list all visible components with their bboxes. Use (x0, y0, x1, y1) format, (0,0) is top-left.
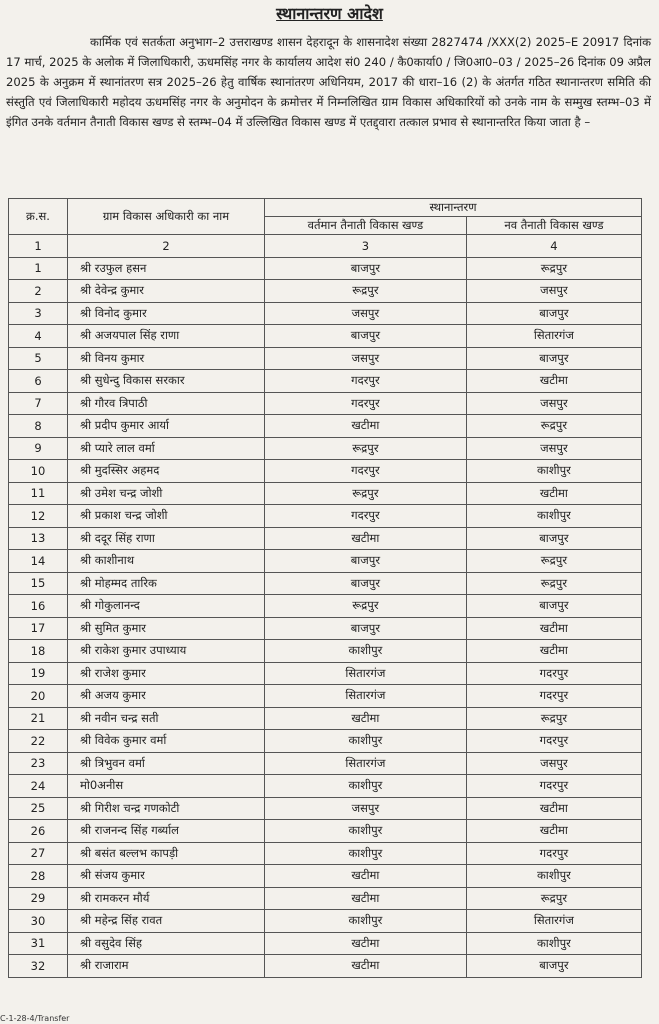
serial-number: 5 (9, 347, 68, 370)
serial-number: 6 (9, 370, 68, 393)
document-title (0, 2, 659, 24)
current-block: काशीपुर (265, 775, 467, 798)
table-row (9, 415, 642, 438)
officer-name: श्री उमेश चन्द्र जोशी (68, 482, 265, 505)
officer-name: श्री अजयपाल सिंह राणा (68, 325, 265, 348)
current-block: खटीमा (265, 415, 467, 438)
serial-number: 29 (9, 887, 68, 910)
current-block: खटीमा (265, 887, 467, 910)
new-block: बाजपुर (466, 955, 641, 978)
serial-number: 8 (9, 415, 68, 438)
current-block: जसपुर (265, 347, 467, 370)
column-number: 2 (68, 235, 265, 258)
officer-name: श्री रउफुल हसन (68, 257, 265, 280)
new-block: काशीपुर (466, 932, 641, 955)
serial-number: 30 (9, 910, 68, 933)
serial-number: 27 (9, 842, 68, 865)
current-block: रूद्रपुर (265, 595, 467, 618)
table-row (9, 640, 642, 663)
current-block: रूद्रपुर (265, 482, 467, 505)
new-block: बाजपुर (466, 595, 641, 618)
table-row (9, 820, 642, 843)
serial-number: 21 (9, 707, 68, 730)
current-block: खटीमा (265, 707, 467, 730)
officer-name: श्री महेन्द्र सिंह रावत (68, 910, 265, 933)
table-row (9, 527, 642, 550)
table-row (9, 460, 642, 483)
new-block: खटीमा (466, 482, 641, 505)
new-block: बाजपुर (466, 527, 641, 550)
officer-name: श्री रामकरन मौर्य (68, 887, 265, 910)
table-row (9, 932, 642, 955)
serial-number: 22 (9, 730, 68, 753)
table-row (9, 730, 642, 753)
serial-number: 24 (9, 775, 68, 798)
column-number-row (9, 235, 642, 258)
current-block: काशीपुर (265, 910, 467, 933)
serial-number: 18 (9, 640, 68, 663)
serial-number: 25 (9, 797, 68, 820)
new-block: रूद्रपुर (466, 550, 641, 573)
current-block: गदरपुर (265, 392, 467, 415)
officer-name: श्री काशीनाथ (68, 550, 265, 573)
new-block: रूद्रपुर (466, 707, 641, 730)
new-block: बाजपुर (466, 347, 641, 370)
current-block: गदरपुर (265, 505, 467, 528)
table-row (9, 572, 642, 595)
table-row (9, 752, 642, 775)
new-block: सितारगंज (466, 325, 641, 348)
new-block: गदरपुर (466, 775, 641, 798)
current-block: सितारगंज (265, 662, 467, 685)
table-body (9, 235, 642, 978)
table-row (9, 347, 642, 370)
new-block: बाजपुर (466, 302, 641, 325)
officer-name: श्री संजय कुमार (68, 865, 265, 888)
transfer-table (8, 198, 642, 978)
column-number: 4 (466, 235, 641, 258)
serial-number: 19 (9, 662, 68, 685)
current-block: खटीमा (265, 955, 467, 978)
table-row (9, 482, 642, 505)
officer-name: श्री प्रदीप कुमार आर्या (68, 415, 265, 438)
new-block: खटीमा (466, 797, 641, 820)
serial-number: 15 (9, 572, 68, 595)
officer-name: श्री त्रिभुवन वर्मा (68, 752, 265, 775)
current-block: काशीपुर (265, 640, 467, 663)
table-row (9, 955, 642, 978)
serial-number: 4 (9, 325, 68, 348)
table-row (9, 842, 642, 865)
officer-name: श्री राकेश कुमार उपाध्याय (68, 640, 265, 663)
serial-number: 10 (9, 460, 68, 483)
new-block: गदरपुर (466, 842, 641, 865)
new-block: रूद्रपुर (466, 257, 641, 280)
officer-name: श्री देवेन्द्र कुमार (68, 280, 265, 303)
table-row (9, 280, 642, 303)
serial-number: 12 (9, 505, 68, 528)
table-row (9, 302, 642, 325)
table-row (9, 707, 642, 730)
table-row (9, 595, 642, 618)
table-row (9, 775, 642, 798)
officer-name: श्री मुदस्सिर अहमद (68, 460, 265, 483)
table-row (9, 392, 642, 415)
officer-name: श्री राजेश कुमार (68, 662, 265, 685)
new-block: रूद्रपुर (466, 572, 641, 595)
header-sn: क्र.स. (9, 199, 68, 235)
current-block: सितारगंज (265, 685, 467, 708)
serial-number: 11 (9, 482, 68, 505)
new-block: जसपुर (466, 392, 641, 415)
serial-number: 3 (9, 302, 68, 325)
footer-reference: C-1-28-4/Transfer (0, 1014, 70, 1023)
current-block: रूद्रपुर (265, 437, 467, 460)
header-transfer: स्थानान्तरण (265, 199, 642, 217)
current-block: बाजपुर (265, 550, 467, 573)
column-number: 1 (9, 235, 68, 258)
current-block: काशीपुर (265, 820, 467, 843)
current-block: खटीमा (265, 932, 467, 955)
officer-name: श्री प्यारे लाल वर्मा (68, 437, 265, 460)
table-row (9, 550, 642, 573)
table-row (9, 797, 642, 820)
new-block: खटीमा (466, 370, 641, 393)
new-block: जसपुर (466, 752, 641, 775)
current-block: काशीपुर (265, 842, 467, 865)
current-block: जसपुर (265, 797, 467, 820)
current-block: खटीमा (265, 527, 467, 550)
serial-number: 1 (9, 257, 68, 280)
officer-name: श्री प्रकाश चन्द्र जोशी (68, 505, 265, 528)
table-row (9, 370, 642, 393)
new-block: रूद्रपुर (466, 415, 641, 438)
officer-name: श्री विनय कुमार (68, 347, 265, 370)
officer-name: श्री बसंत बल्लभ कापड़ी (68, 842, 265, 865)
officer-name: श्री गोकुलानन्द (68, 595, 265, 618)
order-paragraph: कार्मिक एवं सतर्कता अनुभाग–2 उत्तराखण्ड शासन देहरादून के शासनादेश संख्या 2827474 /XXX(2) 2025–E 20917 दिनांक 17 मार्च, 2025 के अलोक में जिलाधिकारी, ऊधमसिंह नगर के कार्यालय आदेश सं0 240 / कै0कार्या0 / जि0आ0–03 / 2025–26 दिनांक 09 अप्रैल 2025 के अनुक्रम में स्थानांतरण सत्र 2025–26 हेतु वार्षिक स्थानांतरण अधिनियम, 2017 की धारा–16 (2) के अंतर्गत गठित स्थानान्तरण समिति की संस्तुति एवं जिलाधिकारी महोदय ऊधमसिंह नगर के अनुमोदन के क्रमोत्तर में निम्नलिखित ग्राम विकास अधिकारियों को उनके नाम के सम्मुख स्तम्भ–03 में इंगित उनके वर्तमान तैनाती विकास खण्ड से स्तम्भ–04 में उल्लिखित विकास खण्ड में एतद्द्वारा तत्काल प्रभाव से स्थानान्तरित किया जाता है – (6, 35, 651, 129)
new-block: खटीमा (466, 617, 641, 640)
new-block: जसपुर (466, 437, 641, 460)
serial-number: 31 (9, 932, 68, 955)
current-block: बाजपुर (265, 325, 467, 348)
table-row (9, 325, 642, 348)
table-row (9, 887, 642, 910)
officer-name: श्री वसुदेव सिंह (68, 932, 265, 955)
table-row (9, 662, 642, 685)
table-row (9, 505, 642, 528)
officer-name: श्री गिरीश चन्द्र गणकोटी (68, 797, 265, 820)
new-block: खटीमा (466, 820, 641, 843)
officer-name: श्री अजय कुमार (68, 685, 265, 708)
new-block: गदरपुर (466, 730, 641, 753)
officer-name: श्री ददूर सिंह राणा (68, 527, 265, 550)
header-name: ग्राम विकास अधिकारी का नाम (68, 199, 265, 235)
current-block: जसपुर (265, 302, 467, 325)
serial-number: 17 (9, 617, 68, 640)
table-row (9, 685, 642, 708)
serial-number: 28 (9, 865, 68, 888)
current-block: सितारगंज (265, 752, 467, 775)
current-block: गदरपुर (265, 460, 467, 483)
new-block: खटीमा (466, 640, 641, 663)
officer-name: श्री राजनन्द सिंह गर्ब्याल (68, 820, 265, 843)
current-block: काशीपुर (265, 730, 467, 753)
officer-name: श्री सुमित कुमार (68, 617, 265, 640)
serial-number: 7 (9, 392, 68, 415)
officer-name: मो0अनीस (68, 775, 265, 798)
current-block: बाजपुर (265, 257, 467, 280)
officer-name: श्री नवीन चन्द्र सती (68, 707, 265, 730)
header-current-block: वर्तमान तैनाती विकास खण्ड (265, 217, 467, 235)
new-block: सितारगंज (466, 910, 641, 933)
serial-number: 23 (9, 752, 68, 775)
officer-name: श्री विवेक कुमार वर्मा (68, 730, 265, 753)
table-row (9, 437, 642, 460)
new-block: काशीपुर (466, 865, 641, 888)
officer-name: श्री मोहम्मद तारिक (68, 572, 265, 595)
table-row (9, 910, 642, 933)
current-block: बाजपुर (265, 572, 467, 595)
serial-number: 26 (9, 820, 68, 843)
current-block: रूद्रपुर (265, 280, 467, 303)
serial-number: 32 (9, 955, 68, 978)
current-block: गदरपुर (265, 370, 467, 393)
serial-number: 2 (9, 280, 68, 303)
table-row (9, 865, 642, 888)
serial-number: 16 (9, 595, 68, 618)
title-text: स्थानान्तरण आदेश (276, 4, 383, 23)
new-block: रूद्रपुर (466, 887, 641, 910)
column-number: 3 (265, 235, 467, 258)
new-block: काशीपुर (466, 460, 641, 483)
new-block: जसपुर (466, 280, 641, 303)
serial-number: 14 (9, 550, 68, 573)
new-block: काशीपुर (466, 505, 641, 528)
serial-number: 13 (9, 527, 68, 550)
table-row (9, 257, 642, 280)
new-block: गदरपुर (466, 685, 641, 708)
officer-name: श्री विनोद कुमार (68, 302, 265, 325)
officer-name: श्री गौरव त्रिपाठी (68, 392, 265, 415)
officer-name: श्री सुधेन्दु विकास सरकार (68, 370, 265, 393)
officer-name: श्री राजाराम (68, 955, 265, 978)
header-new-block: नव तैनाती विकास खण्ड (466, 217, 641, 235)
current-block: खटीमा (265, 865, 467, 888)
serial-number: 9 (9, 437, 68, 460)
new-block: गदरपुर (466, 662, 641, 685)
current-block: बाजपुर (265, 617, 467, 640)
table-row (9, 617, 642, 640)
serial-number: 20 (9, 685, 68, 708)
